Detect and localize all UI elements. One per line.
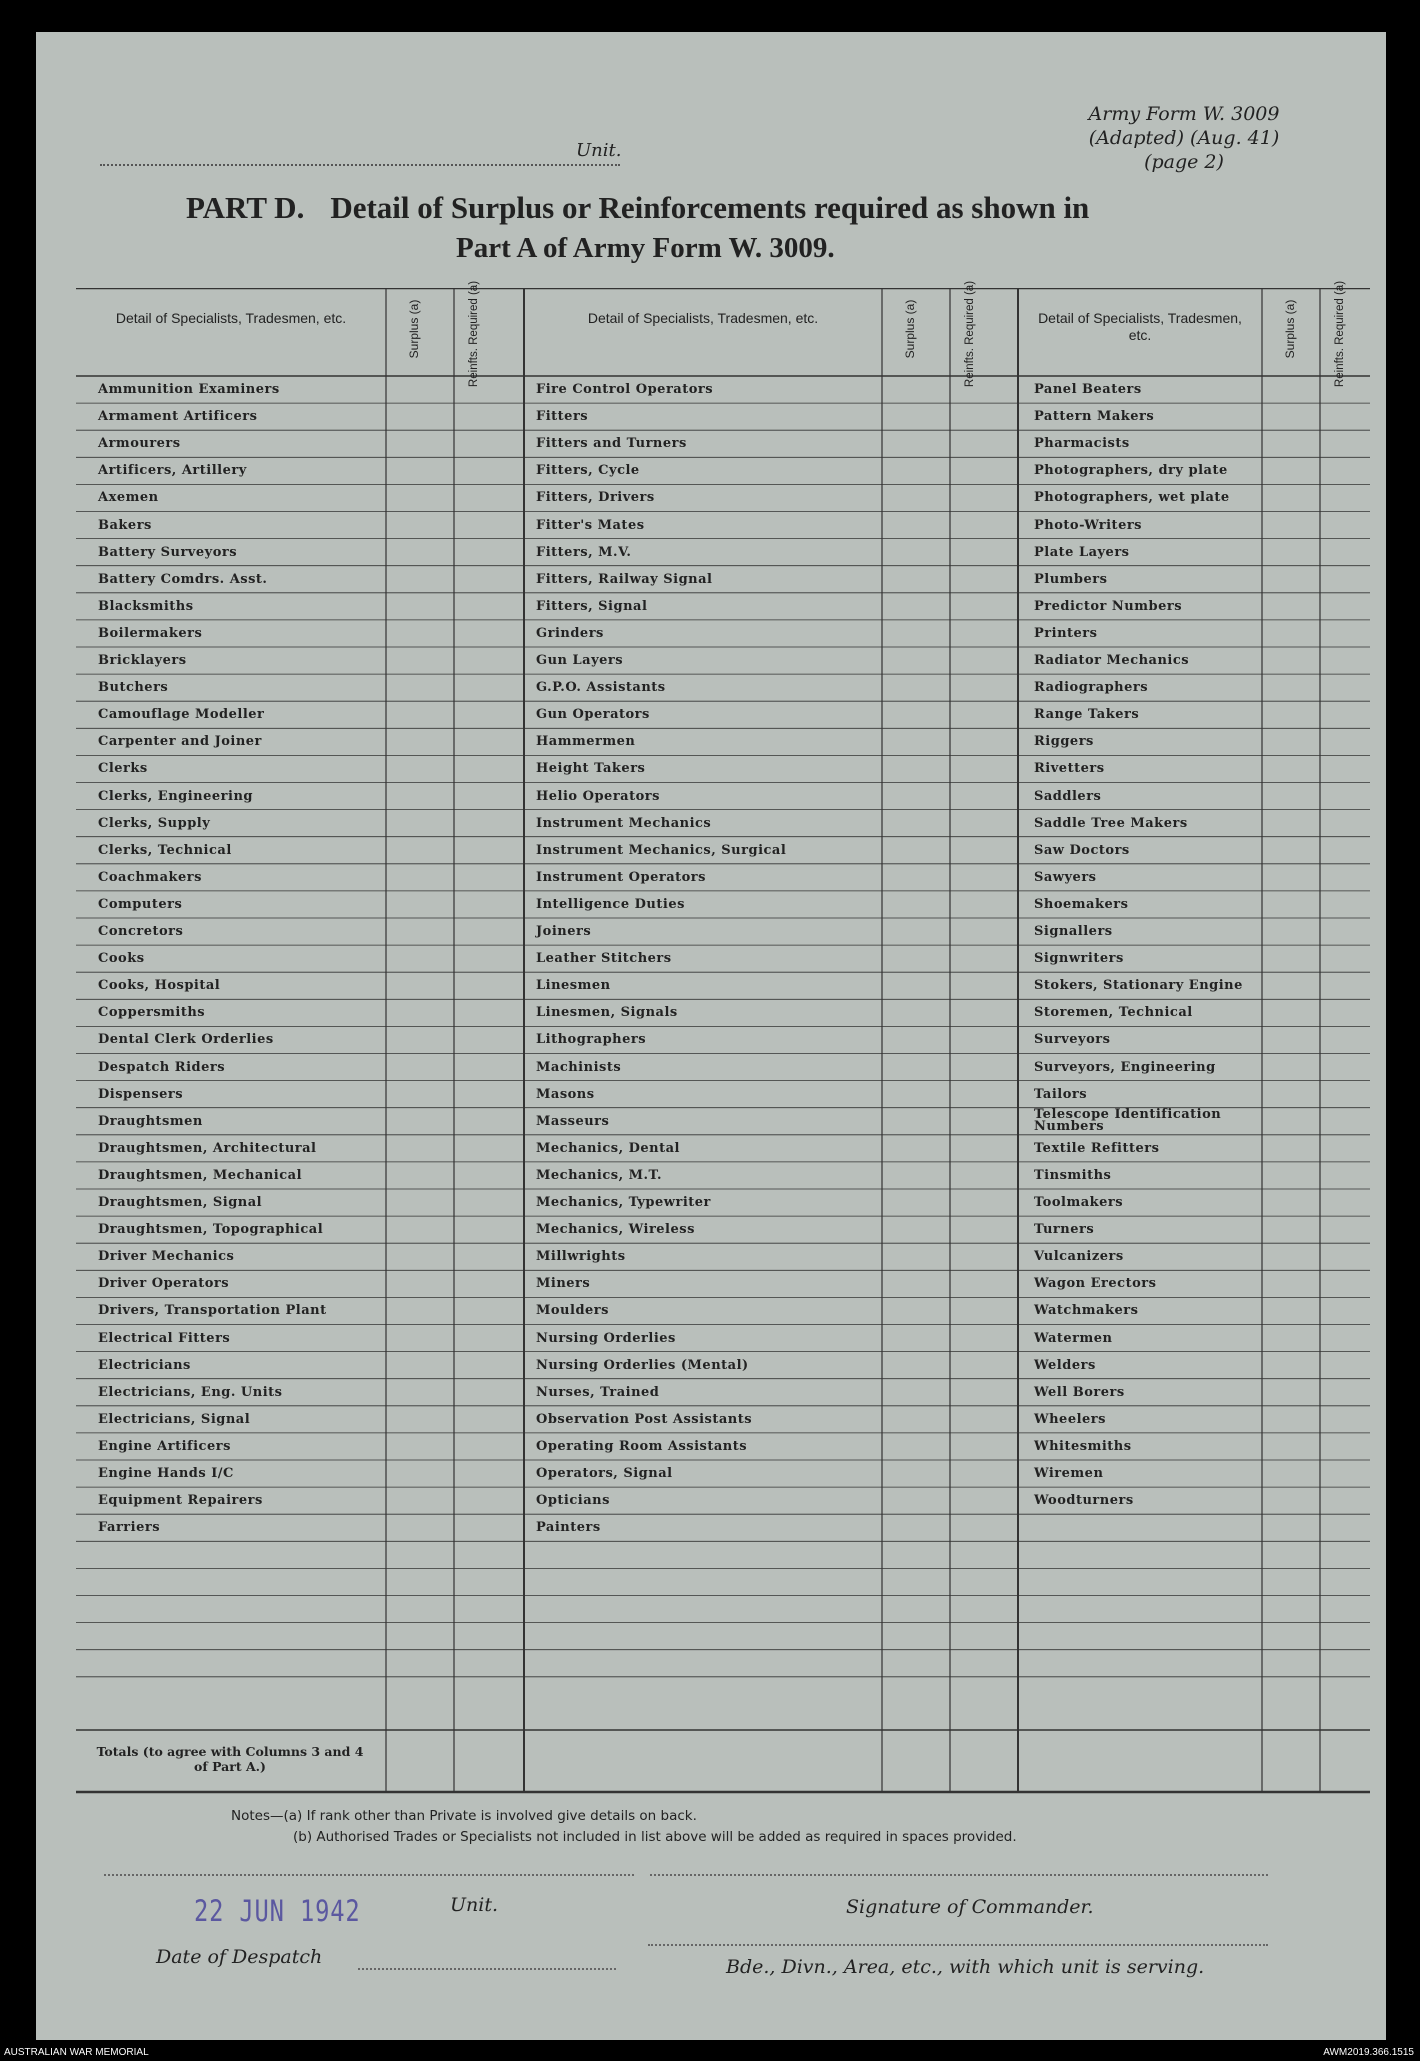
list-item: Range Takers (1034, 707, 1140, 723)
list-item: Electricians, Eng. Units (98, 1384, 283, 1400)
list-item: Armourers (98, 436, 181, 452)
archive-ref: AWM2019.366.1515 (1323, 2047, 1414, 2058)
list-item: Electrical Fitters (98, 1330, 231, 1346)
list-item: Leather Stitchers (536, 951, 672, 967)
list-item: Miners (536, 1276, 591, 1292)
list-item: Coppersmiths (98, 1005, 206, 1021)
list-item: Intelligence Duties (536, 896, 685, 912)
column-header-detail: Detail of Specialists, Tradesmen, etc. (1038, 310, 1242, 343)
bde-line[interactable] (648, 1944, 1268, 1946)
form-sheet (36, 32, 1386, 2040)
list-item: Masons (536, 1086, 595, 1102)
list-item: Photo-Writers (1034, 517, 1143, 533)
list-item: Clerks, Engineering (98, 788, 253, 804)
list-item: Battery Surveyors (98, 544, 238, 560)
list-item: Nursing Orderlies (Mental) (536, 1357, 749, 1373)
list-item: Fitter's Mates (536, 517, 645, 533)
list-item: Wagon Erectors (1034, 1276, 1157, 1292)
list-item: Moulders (536, 1303, 609, 1319)
list-item: Saddlers (1034, 788, 1102, 804)
list-item: Blacksmiths (98, 598, 194, 614)
list-item: Millwrights (536, 1249, 626, 1265)
list-item: Draughtsmen, Signal (98, 1195, 263, 1210)
form-page: (page 2) (1144, 151, 1224, 173)
list-item: Computers (98, 896, 183, 912)
list-item: Engine Hands I/C (98, 1466, 234, 1481)
list-item: Fitters (536, 409, 589, 425)
list-item: Fitters, M.V. (536, 544, 632, 560)
list-item: Woodturners (1034, 1493, 1134, 1509)
list-item: Sawyers (1034, 869, 1097, 885)
signature-caption: Signature of Commander. (846, 1896, 1094, 1918)
list-item: Nursing Orderlies (536, 1330, 676, 1346)
list-item: Linesmen (536, 978, 611, 994)
unit-caption: Unit. (450, 1894, 499, 1916)
list-item: Drivers, Transportation Plant (98, 1303, 327, 1319)
list-item: Fitters, Cycle (536, 463, 640, 479)
column-header-reinfts: Reinfts. Required (a) (1334, 280, 1346, 388)
list-item: Driver Operators (98, 1276, 230, 1292)
list-item: Dispensers (98, 1086, 184, 1102)
column-header-detail: Detail of Specialists, Tradesmen, etc. (115, 310, 347, 326)
list-item: Pharmacists (1034, 436, 1130, 452)
list-item: Surveyors (1034, 1032, 1111, 1048)
list-item: Rivetters (1034, 761, 1105, 777)
list-item: Axemen (98, 490, 159, 506)
list-item: Concretors (98, 924, 184, 939)
list-item: Turners (1034, 1222, 1095, 1238)
title-line-1: Detail of Surplus or Reinforcements required as shown in (330, 190, 1090, 225)
list-item: Operating Room Assistants (536, 1438, 748, 1454)
list-item: Welders (1034, 1357, 1096, 1373)
list-item: Gun Operators (536, 707, 650, 723)
list-item: Machinists (536, 1059, 622, 1075)
list-item: Gun Layers (536, 653, 624, 668)
list-item: Butchers (98, 680, 169, 696)
list-item: Cooks (98, 951, 145, 967)
list-item: Telescope Identification Numbers (1034, 1106, 1222, 1134)
list-item: Electricians, Signal (98, 1411, 251, 1427)
list-item: Grinders (536, 625, 604, 641)
bde-caption: Bde., Divn., Area, etc., with which unit is serving. (726, 1956, 1205, 1978)
form-adapted: (Adapted) (Aug. 41) (1088, 127, 1280, 149)
list-item: Boilermakers (98, 625, 203, 641)
list-item: Storemen, Technical (1034, 1005, 1193, 1021)
list-item: Clerks (98, 761, 148, 777)
list-item: Clerks, Supply (98, 815, 211, 831)
column-header-reinfts: Reinfts. Required (a) (468, 280, 480, 388)
list-item: Clerks, Technical (98, 842, 232, 858)
list-item: Camouflage Modeller (98, 707, 265, 723)
archive-credit: AUSTRALIAN WAR MEMORIAL (4, 2047, 149, 2058)
column-header-reinfts: Reinfts. Required (a) (964, 280, 976, 388)
list-item: Fitters and Turners (536, 436, 687, 452)
list-item: Hammermen (536, 734, 636, 750)
list-item: Mechanics, M.T. (536, 1167, 663, 1183)
list-item: Mechanics, Dental (536, 1140, 680, 1156)
list-item: Instrument Mechanics (536, 815, 712, 831)
list-item: Saw Doctors (1034, 842, 1130, 858)
form-reference (1054, 102, 1314, 174)
list-item: Riggers (1034, 734, 1094, 750)
list-item: Wiremen (1034, 1466, 1104, 1481)
list-item: Electricians (98, 1357, 191, 1373)
list-item: Instrument Operators (536, 869, 706, 885)
list-item: Plumbers (1034, 571, 1108, 587)
list-item: Saddle Tree Makers (1034, 815, 1188, 831)
list-item: Photographers, dry plate (1034, 463, 1228, 479)
list-item: Artificers, Artillery (98, 463, 247, 479)
list-item: Photographers, wet plate (1034, 490, 1230, 506)
specialists-table (76, 280, 1370, 1798)
list-item: Dental Clerk Orderlies (98, 1032, 274, 1048)
list-item: Fitters, Signal (536, 598, 648, 614)
despatch-caption: Date of Despatch (156, 1946, 323, 1968)
list-item: Height Takers (536, 761, 646, 777)
list-item: Draughtsmen (98, 1113, 203, 1129)
list-item: Tinsmiths (1034, 1167, 1112, 1183)
list-item: Despatch Riders (98, 1059, 226, 1075)
list-item: Radiographers (1034, 680, 1149, 696)
column-header-surplus: Surplus (a) (1283, 299, 1297, 359)
list-item: Helio Operators (536, 788, 660, 804)
list-item: Cooks, Hospital (98, 978, 221, 994)
list-item: Draughtsmen, Architectural (98, 1140, 317, 1156)
column-header-surplus: Surplus (a) (407, 299, 421, 359)
list-item: Whitesmiths (1034, 1438, 1132, 1454)
list-item: Vulcanizers (1034, 1249, 1124, 1265)
list-item: Ammunition Examiners (98, 382, 280, 397)
list-item: Fitters, Drivers (536, 490, 655, 506)
list-item: Opticians (536, 1493, 610, 1509)
list-item: Instrument Mechanics, Surgical (536, 842, 787, 858)
list-item: Coachmakers (98, 869, 202, 885)
list-item: Fire Control Operators (536, 382, 714, 397)
title-line-2: Part A of Army Form W. 3009. (456, 232, 835, 264)
column-header-detail: Detail of Specialists, Tradesmen, etc. (587, 310, 819, 326)
list-item: Nurses, Trained (536, 1384, 660, 1400)
list-item: Fitters, Railway Signal (536, 571, 713, 587)
list-item: Equipment Repairers (98, 1493, 263, 1509)
list-item: Battery Comdrs. Asst. (98, 571, 268, 587)
list-item: Painters (536, 1520, 601, 1536)
form-number: Army Form W. 3009 (1088, 103, 1280, 125)
page-title (186, 190, 1089, 226)
list-item: Pattern Makers (1034, 409, 1155, 425)
list-item: Mechanics, Wireless (536, 1222, 695, 1238)
list-item: Joiners (536, 924, 592, 939)
list-item: Panel Beaters (1034, 382, 1142, 397)
list-item: Textile Refitters (1034, 1140, 1160, 1156)
list-item: Linesmen, Signals (536, 1005, 678, 1021)
list-item: Tailors (1034, 1086, 1088, 1102)
list-item: Well Borers (1034, 1384, 1125, 1400)
list-item: Surveyors, Engineering (1034, 1059, 1216, 1075)
totals-label: Totals (to agree with Columns 3 and 4 of Part A.) (96, 1744, 364, 1774)
list-item: G.P.O. Assistants (536, 680, 666, 696)
commander-signature-line[interactable] (650, 1874, 1268, 1876)
note-b: (b) Authorised Trades or Specialists not included in list above will be added as required in spaces provided. (293, 1829, 1017, 1845)
list-item: Operators, Signal (536, 1466, 673, 1481)
list-item: Radiator Mechanics (1034, 653, 1190, 668)
list-item: Predictor Numbers (1034, 598, 1183, 614)
list-item: Shoemakers (1034, 896, 1129, 912)
list-item: Signallers (1034, 924, 1113, 939)
list-item: Draughtsmen, Mechanical (98, 1167, 303, 1183)
note-a: Notes—(a) If rank other than Private is involved give details on back. (231, 1808, 697, 1824)
list-item: Mechanics, Typewriter (536, 1195, 711, 1210)
list-item: Bakers (98, 517, 152, 533)
list-item: Signwriters (1034, 951, 1124, 967)
unit-label: Unit. (576, 140, 622, 161)
notes (231, 1806, 1017, 1848)
unit-signature-line[interactable] (104, 1874, 634, 1876)
list-item: Masseurs (536, 1113, 610, 1129)
list-item: Watermen (1034, 1330, 1113, 1346)
list-item: Armament Artificers (98, 409, 258, 425)
list-item: Wheelers (1034, 1411, 1106, 1427)
column-header-surplus: Surplus (a) (903, 299, 917, 359)
list-item: Lithographers (536, 1032, 647, 1048)
list-item: Driver Mechanics (98, 1249, 235, 1265)
despatch-date-line[interactable] (358, 1968, 616, 1970)
list-item: Watchmakers (1034, 1303, 1139, 1319)
date-stamp: 22 JUN 1942 (194, 1894, 361, 1928)
list-item: Plate Layers (1034, 544, 1130, 560)
list-item: Observation Post Assistants (536, 1411, 753, 1427)
part-label: PART D. (186, 190, 305, 225)
list-item: Toolmakers (1034, 1195, 1124, 1210)
list-item: Draughtsmen, Topographical (98, 1222, 324, 1238)
list-item: Carpenter and Joiner (98, 734, 262, 750)
list-item: Farriers (98, 1520, 161, 1536)
unit-field[interactable] (100, 144, 620, 166)
list-item: Printers (1034, 625, 1098, 641)
list-item: Engine Artificers (98, 1438, 231, 1454)
list-item: Bricklayers (98, 653, 187, 668)
list-item: Stokers, Stationary Engine (1034, 978, 1243, 994)
